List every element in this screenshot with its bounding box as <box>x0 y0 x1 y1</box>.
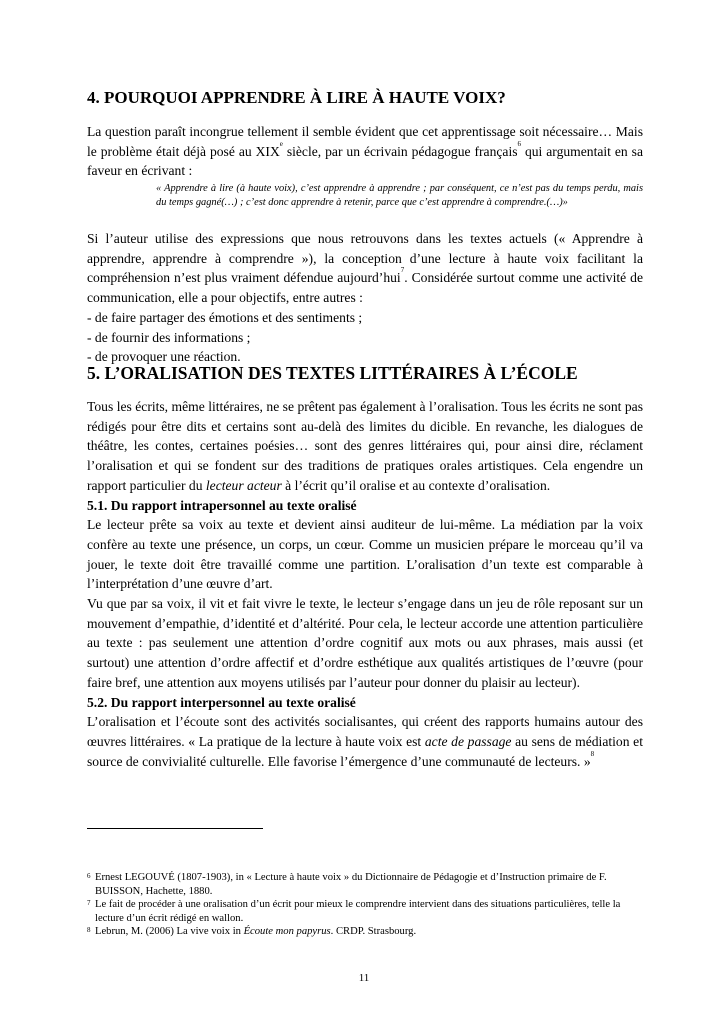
footnote-ref-8[interactable]: 8 <box>590 749 595 758</box>
footnote-8: 8 Lebrun, M. (2006) La vive voix in Écoute mon papyrus. CRDP. Strasbourg. <box>87 926 417 938</box>
footnotes <box>87 871 643 939</box>
subsection-5-1-title: 5.1. Du rapport intrapersonnel au texte oralisé <box>87 497 357 513</box>
section-5-body <box>87 397 643 771</box>
footnote-ref-6[interactable]: 6 <box>517 139 522 148</box>
section-5-heading: 5. L’ORALISATION DES TEXTES LITTÉRAIRES À L’ÉCOLE <box>87 363 578 383</box>
footnote-separator <box>87 828 263 829</box>
legouve-quote: « Apprendre à lire (à haute voix), c’est apprendre à apprendre ; par conséquent, ce n’est pas du temps perdu, mais du temps gagné(…) ; c’est donc apprendre à retenir, parce que c’est apprendre à comprendre.(…)» <box>156 183 643 208</box>
section-5-paragraph-1: Tous les écrits, même littéraires, ne se prêtent pas également à l’oralisation. Tous les écrits ne sont pas rédigés pour être dits et certains sont au-delà des limites du dicible. En revanche, les dialogues de théâtre, les contes, certaines poésies… sont des genres littéraires qui, pour ainsi dire, réclament l’oralisation et qui se fondent sur des traditions de pratiques orales artistiques. Cela engendre un rapport particulier du lecteur acteur à l’écrit qu’il oralise et au contexte d’oralisation. <box>87 399 643 493</box>
section-4-paragraph-2: Si l’auteur utilise des expressions que nous retrouvons dans les textes actuels (« Apprendre à apprendre, apprendre à comprendre »), la conception d’une lecture à haute voix facilitant la compréhension n’est plus vraiment défendue aujourd’hui$^7$. Considérée surtout comme une activité de communication, elle a pour objectifs, entre autres : - de faire partager des émotions et des sentiments ; - de fournir des informations ; - de provoquer une réaction. <box>87 229 643 367</box>
emphasis-acte-de-passage: acte de passage <box>424 733 512 749</box>
emphasis-lecteur-acteur: lecteur acteur <box>205 477 282 493</box>
footnote-6: 6 Ernest LEGOUVÉ (1807-1903), in « Lecture à haute voix » du Dictionnaire de Pédagogie et d’Instruction primaire de F. BUISSON, Hachette, 1880. <box>87 872 607 897</box>
list-item: - de fournir des informations ; <box>87 329 251 345</box>
subsection-5-2-title: 5.2. Du rapport interpersonnel au texte oralisé <box>87 694 356 710</box>
subsection-5-1-paragraph-2: Vu que par sa voix, il vit et fait vivre le texte, le lecteur s’engage dans un jeu de rôle reposant sur un mouvement d’empathie, d’identité et d’altérité. Pour cela, le lecteur accorde une attention particulière au texte : pas seulement une attention d’ordre cognitif aux mots ou aux phrases, mais aussi (et surtout) une attention d’ordre affectif et d’ordre esthétique aux qualités artistiques de l’œuvre (pour faire bref, une attention aux moyens utilisés par l’auteur pour donner du plaisir au lecteur). <box>87 596 643 690</box>
superscript-e: e <box>279 139 283 148</box>
objectives-list <box>87 308 643 367</box>
list-item: - de provoquer une réaction. <box>87 349 241 365</box>
page-number: 11 <box>358 972 370 984</box>
section-4-heading: 4. POURQUOI APPRENDRE À LIRE À HAUTE VOIX? <box>87 88 506 107</box>
list-item: - de faire partager des émotions et des sentiments ; <box>87 309 363 325</box>
section-4-paragraph-1: La question paraît incongrue tellement il semble évident que cet apprentissage soit nécessaire… Mais le problème était déjà posé au XIXe siècle, par un écrivain pédagogue français$^6$ qui argumentait en sa faveur en écrivant : <box>87 124 643 179</box>
footnote-ref-7[interactable]: 7 <box>400 266 405 275</box>
subsection-5-1: 5.1. Du rapport intrapersonnel au texte oralisé Le lecteur prête sa voix au texte et devient ainsi auditeur de lui-même. La médiation par la voix confère au texte une présence, un corps, un cœur. Comme un musicien prépare le morceau qu’il va jouer, le texte doit être travaillé comme une partition. L’oralisation d’un texte est comparable à l’interprétation d’une œuvre d’art. <box>87 497 643 592</box>
footnote-7: 7 Le fait de procéder à une oralisation d’un écrit pour mieux le comprendre intervient dans des situations particulières, telle la lecture d’un écrit rédigé en wallon. <box>87 899 621 924</box>
subsection-5-2: 5.2. Du rapport interpersonnel au texte oralisé L’oralisation et l’écoute sont des activités socialisantes, qui créent des rapports humains autour des œuvres littéraires. « La pratique de la lecture à haute voix est acte de passage au sens de médiation et source de convivialité culturelle. Elle favorise l’émergence d’une communauté de lecteurs. »$^8$ <box>87 694 643 769</box>
